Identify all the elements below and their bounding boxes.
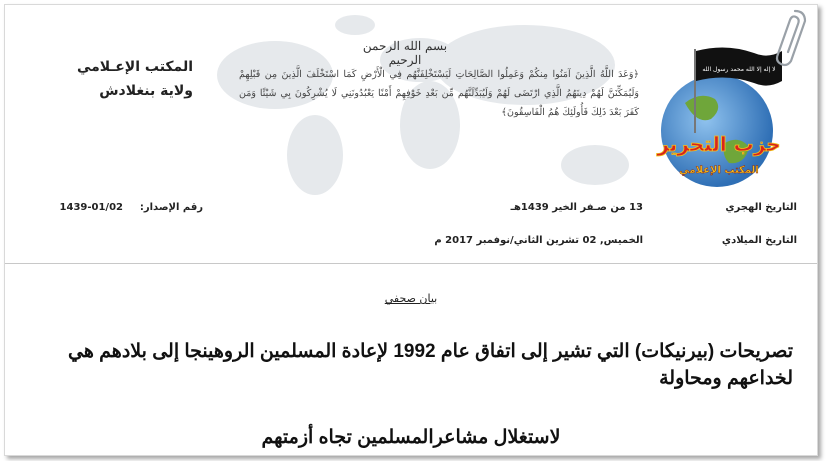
header-divider [5,263,817,264]
headline-line-2: لخداعهم ومحاولة [659,368,793,389]
hijri-date-label: التاريخ الهجري [725,202,797,213]
logo-title: حزب التحرير [657,132,781,156]
hijri-date-value: 13 من صـفر الخير 1439هـ [510,202,643,213]
quran-verse: ﴿وَعَدَ اللَّهُ الَّذِينَ آمَنُوا مِنكُمْ وَعَمِلُوا الصَّالِحَاتِ لَيَسْتَخْلِفَنَّهُم فِي الْأَرْضِ كَمَا اسْتَخْلَفَ الَّذِينَ مِن قَبْلِهِمْ وَلَيُمَكِّنَنَّ لَهُمْ دِينَهُمُ الَّذِي ارْتَضَى لَهُمْ وَلَيُبَدِّلَنَّهُم مِّن بَعْدِ خَوْفِهِمْ أَمْنًا يَعْبُدُونَنِي لَا يُشْرِكُونَ بِي شَيْئًا وَمَن كَفَرَ بَعْدَ ذَلِكَ فَأُولَئِكَ هُمُ الْفَاسِقُونَ﴾ [239,69,639,118]
issue-number-label: رقم الإصدار: [139,202,203,213]
gregorian-date-label: التاريخ الميلادي [721,235,797,246]
logo-subtitle: المكتب الإعلامي [679,165,759,176]
bismillah: بسم الله الرحمن الرحيم [362,39,448,67]
media-office-block [53,55,193,103]
press-release-page [4,4,818,456]
headline-line-1: تصريحات (بيرنيكات) التي تشير إلى اتفاق عام 1992 لإعادة المسلمين الروهينجا إلى بلادهم هي [68,341,793,362]
headline-line-3: لاستغلال مشاعرالمسلمين تجاه أزمتهم [261,427,561,448]
gregorian-date-value: الخميس, 02 تشرين الثاني/نوفمبر 2017 م [434,235,643,246]
headline [65,338,793,392]
office-name: المكتب الإعـلامي [76,59,193,75]
flag-text: لا إله إلا الله محمد رسول الله [702,66,776,73]
issue-number-value: 1439-01/02 [59,202,123,213]
office-province: ولاية بنغلادش [99,83,193,99]
paperclip-icon [765,7,809,67]
press-release-label: بيان صحفي [384,292,438,305]
